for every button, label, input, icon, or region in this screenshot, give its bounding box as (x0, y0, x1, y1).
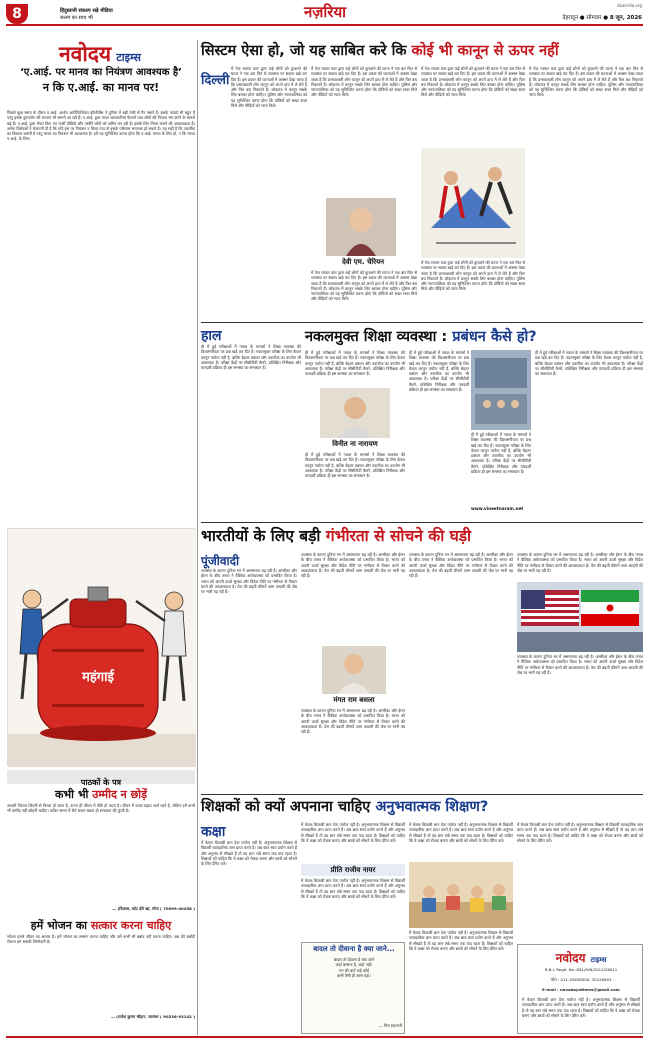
article4-col2: में केवल किताबी ज्ञान देना पर्याप्त नहीं है। अनुभवात्मक शिक्षण से विद्यार्थी व्यावहारिक ज्ञान प्राप्त करते हैं। जब छात्र स्वयं प्रयोग करते हैं और अनुभव से सीखते हैं तो वह ज्ञान लंबे समय तक याद रहता है। शिक्षकों को चाहिए कि वे कक्षा को रोचक बनाएं और छात्रों को सोचने के लिए प्रेरित करें। (301, 822, 407, 843)
letter1-sign: — (विकास, कोट ईसे खां, मोगा ( 70099-40458 ) (112, 906, 195, 911)
footer-rule (6, 1036, 643, 1038)
letter2-title (7, 918, 195, 933)
letters-title: पाठकों के पत्र (80, 778, 122, 787)
imprint-email[interactable]: E-mail : navodayatimes@gmail.com (542, 987, 620, 992)
article4-col1: में केवल किताबी ज्ञान देना पर्याप्त नहीं है। अनुभवात्मक शिक्षण से विद्यार्थी व्यावहारिक ज्ञान प्राप्त करते हैं। जब छात्र स्वयं प्रयोग करते हैं और अनुभव से सीखते हैं तो वह ज्ञान लंबे समय तक याद रहता है। शिक्षकों को चाहिए कि वे कक्षा को रोचक बनाएं और छात्रों को सोचने के लिए प्रेरित करें। (201, 840, 299, 867)
accident-illustration (421, 148, 525, 258)
article3-headline (201, 524, 643, 548)
dot-sep: ● (603, 15, 610, 21)
letters-section (7, 770, 195, 1032)
article4-photo (409, 862, 513, 928)
poem-box (301, 942, 405, 1034)
header-dateline (500, 13, 642, 21)
cartoon (7, 528, 195, 766)
article2-headline-a: नकलमुक्त शिक्षा व्यवस्था : (305, 329, 453, 345)
letter2-title-a: हमें भोजन का (30, 919, 91, 932)
editorial-headline (8, 66, 194, 108)
article2-col2b: ही में हुई परीक्षाओं में नकल के मामलों ने शिक्षा व्यवस्था की विश्वसनीयता पर प्रश्न खड़े कर दिए हैं। नकलमुक्त परीक्षा के लिए केवल कानून पर्याप्त नहीं है, बल्कि बेहतर प्रबंधन और तकनीक का उपयोग भी आवश्यक है। परीक्षा केंद्रों पर सीसीटीवी कैमरे, प्रशिक्षित निरीक्षक और पारदर्शी प्रक्रिया ही इस समस्या का समाधान हैं। (305, 452, 407, 479)
article4-headline-a: शिक्षकों को क्यों अपनाना चाहिए (201, 799, 376, 815)
section-title (290, 2, 360, 22)
editorial-headline-line1: ‘ए.आई. पर मानव का नियंत्रण आवश्यक है’ (20, 67, 182, 78)
motto-line-2: कलम का साथ भी (60, 15, 93, 21)
article2-rule (201, 522, 643, 523)
masthead-name: नवोदय (58, 41, 112, 66)
imprint-box (517, 944, 643, 1034)
header-rule (6, 24, 643, 26)
article3-col4b: व्यवस्था के कारण दुनिया भर में असमानता बढ़ रही है। अमरीका और ईरान के बीच तनाव ने वैश्विक अर्थव्यवस्था को प्रभावित किया है। भारत को अपनी ऊर्जा सुरक्षा और विदेश नीति पर गंभीरता से विचार करने की आवश्यकता है। तेल की बढ़ती कीमतें आम आदमी की जेब पर भारी पड़ रही हैं। (517, 654, 645, 675)
article3-dropcap: पूंजीवादी (201, 554, 240, 568)
article1-col3: में तेज रफ्तार कार द्वारा कई लोगों को कुचलने की घटना ने एक बार फिर से व्यवस्था पर सवाल खड़े कर दिए हैं। इस प्रकार की घटनाओं में अक्सर देखा जाता है कि प्रभावशाली लोग कानून को अपने हाथ में ले लेते हैं और फिर बच निकलते हैं। लोकतंत्र में कानून सबके लिए बराबर होना चाहिए। पुलिस और न्यायपालिका को यह सुनिश्चित करना होगा कि दोषियों को सख्त सजा मिले और पीड़ितों को न्याय मिले। (421, 66, 527, 98)
article3-col4: व्यवस्था के कारण दुनिया भर में असमानता बढ़ रही है। अमरीका और ईरान के बीच तनाव ने वैश्विक अर्थव्यवस्था को प्रभावित किया है। भारत को अपनी ऊर्जा सुरक्षा और विदेश नीति पर गंभीरता से विचार करने की आवश्यकता है। तेल की बढ़ती कीमतें आम आदमी की जेब पर भारी पड़ रही हैं। (517, 552, 645, 573)
article1-col3b: में तेज रफ्तार कार द्वारा कई लोगों को कुचलने की घटना ने एक बार फिर से व्यवस्था पर सवाल खड़े कर दिए हैं। इस प्रकार की घटनाओं में अक्सर देखा जाता है कि प्रभावशाली लोग कानून को अपने हाथ में ले लेते हैं और फिर बच निकलते हैं। लोकतंत्र में कानून सबके लिए बराबर होना चाहिए। पुलिस और न्यायपालिका को यह सुनिश्चित करना होगा कि दोषियों को सख्त सजा मिले और पीड़ितों को न्याय मिले। (421, 260, 527, 292)
article1-col1: में तेज रफ्तार कार द्वारा कई लोगों को कुचलने की घटना ने एक बार फिर से व्यवस्था पर सवाल खड़े कर दिए हैं। इस प्रकार की घटनाओं में अक्सर देखा जाता है कि प्रभावशाली लोग कानून को अपने हाथ में ले लेते हैं और फिर बच निकलते हैं। लोकतंत्र में कानून सबके लिए बराबर होना चाहिए। पुलिस और न्यायपालिका को यह सुनिश्चित करना होगा कि दोषियों को सख्त सजा मिले और पीड़ितों को न्याय मिले। (231, 66, 309, 109)
letter2-body: भोजन हमारे जीवन का आधार है। हमें भोजन का सम्मान करना चाहिए और उसे कभी भी बर्बाद नहीं करना चाहिए। अन्न की बर्बादी रोकना हम सबकी जिम्मेदारी है। (7, 934, 197, 945)
header-date: 8 जून, 2026 (609, 15, 642, 21)
article3-col2b: व्यवस्था के कारण दुनिया भर में असमानता बढ़ रही है। अमरीका और ईरान के बीच तनाव ने वैश्विक अर्थव्यवस्था को प्रभावित किया है। भारत को अपनी ऊर्जा सुरक्षा और विदेश नीति पर गंभीरता से विचार करने की आवश्यकता है। तेल की बढ़ती कीमतें आम आदमी की जेब पर भारी पड़ रही हैं। (301, 708, 407, 735)
article2-col3: ही में हुई परीक्षाओं में नकल के मामलों ने शिक्षा व्यवस्था की विश्वसनीयता पर प्रश्न खड़े कर दिए हैं। नकलमुक्त परीक्षा के लिए केवल कानून पर्याप्त नहीं है, बल्कि बेहतर प्रबंधन और तकनीक का उपयोग भी आवश्यक है। परीक्षा केंद्रों पर सीसीटीवी कैमरे, प्रशिक्षित निरीक्षक और पारदर्शी प्रक्रिया ही इस समस्या का समाधान हैं। (409, 350, 471, 393)
imprint-suffix: टाइम्स (590, 956, 607, 964)
letter2-sign: — (राजेश कुमार चौहान, जालंधर ( 90236-93142 ) (110, 1014, 195, 1019)
top-header (0, 0, 649, 38)
imprint-name: नवोदय (555, 951, 586, 965)
article1-headline-b: कोई भी कानून से ऊपर नहीं (411, 43, 559, 59)
article4-headline (201, 796, 643, 820)
author-portrait (320, 388, 390, 438)
exam-hall-photo (471, 350, 531, 430)
article1-headline-a: सिस्टम ऐसा हो, जो यह साबित करे कि (201, 43, 412, 59)
article4-col2b: में केवल किताबी ज्ञान देना पर्याप्त नहीं है। अनुभवात्मक शिक्षण से विद्यार्थी व्यावहारिक ज्ञान प्राप्त करते हैं। जब छात्र स्वयं प्रयोग करते हैं और अनुभव से सीखते हैं तो वह ज्ञान लंबे समय तक याद रहता है। शिक्षकों को चाहिए कि वे कक्षा को रोचक बनाएं और छात्रों को सोचने के लिए प्रेरित करें। (301, 878, 407, 899)
article2-col1: ही में हुई परीक्षाओं में नकल के मामलों ने शिक्षा व्यवस्था की विश्वसनीयता पर प्रश्न खड़े कर दिए हैं। नकलमुक्त परीक्षा के लिए केवल कानून पर्याप्त नहीं है, बल्कि बेहतर प्रबंधन और तकनीक का उपयोग भी आवश्यक है। परीक्षा केंद्रों पर सीसीटीवी कैमरे, प्रशिक्षित निरीक्षक और पारदर्शी प्रक्रिया ही इस समस्या का समाधान हैं। (201, 344, 303, 371)
letter2-title-b: सत्कार करना चाहिए (90, 919, 172, 932)
header-city: देहरादून (562, 15, 579, 21)
article4-col4: में केवल किताबी ज्ञान देना पर्याप्त नहीं है। अनुभवात्मक शिक्षण से विद्यार्थी व्यावहारिक ज्ञान प्राप्त करते हैं। जब छात्र स्वयं प्रयोग करते हैं और अनुभव से सीखते हैं तो वह ज्ञान लंबे समय तक याद रहता है। शिक्षकों को चाहिए कि वे कक्षा को रोचक बनाएं और छात्रों को सोचने के लिए प्रेरित करें। (517, 822, 645, 843)
letters-header (7, 770, 195, 787)
article3-rule (201, 794, 643, 795)
article1-author: देवी एम. चेरियन (341, 258, 385, 266)
article2-author-photo (320, 388, 390, 438)
article3-headline-a: भारतीयों के लिए बड़ी (201, 527, 326, 545)
article1-col2b: में तेज रफ्तार कार द्वारा कई लोगों को कुचलने की घटना ने एक बार फिर से व्यवस्था पर सवाल खड़े कर दिए हैं। इस प्रकार की घटनाओं में अक्सर देखा जाता है कि प्रभावशाली लोग कानून को अपने हाथ में ले लेते हैं और फिर बच निकलते हैं। लोकतंत्र में कानून सबके लिए बराबर होना चाहिए। पुलिस और न्यायपालिका को यह सुनिश्चित करना होगा कि दोषियों को सख्त सजा मिले और पीड़ितों को न्याय मिले। (311, 270, 419, 302)
letter1-title-a: कभी भी (54, 788, 93, 801)
article4-dropcap: कक्षा (201, 824, 226, 840)
header-site: nbaindia.org (616, 3, 642, 8)
imprint-reg: R.N.I. Regd. No.-DEL/HIN/2012/28011 (544, 967, 618, 972)
masthead-suffix: टाइम्स (116, 51, 141, 64)
us-iran-flags (517, 582, 643, 652)
article2-website[interactable]: www.vineetnarain.net (471, 506, 524, 511)
poem-title: बादल तो दीवाना है क्या जाने... (313, 945, 395, 953)
imprint-phone: फोन : 011-45658500, 30128903 (550, 977, 612, 982)
article3-col3: व्यवस्था के कारण दुनिया भर में असमानता बढ़ रही है। अमरीका और ईरान के बीच तनाव ने वैश्विक अर्थव्यवस्था को प्रभावित किया है। भारत को अपनी ऊर्जा सुरक्षा और विदेश नीति पर गंभीरता से विचार करने की आवश्यकता है। तेल की बढ़ती कीमतें आम आदमी की जेब पर भारी पड़ रही हैं। (409, 552, 515, 579)
article3-author: मंगत राम बसला (333, 696, 375, 704)
article3-col2: व्यवस्था के कारण दुनिया भर में असमानता बढ़ रही है। अमरीका और ईरान के बीच तनाव ने वैश्विक अर्थव्यवस्था को प्रभावित किया है। भारत को अपनी ऊर्जा सुरक्षा और विदेश नीति पर गंभीरता से विचार करने की आवश्यकता है। तेल की बढ़ती कीमतें आम आदमी की जेब पर भारी पड़ रही हैं। (301, 552, 407, 579)
letter1-title-b: उम्मीद न छोड़ें (92, 788, 148, 801)
imprint-masthead (518, 947, 644, 966)
article2-headline-b: प्रबंधन कैसे हो? (452, 329, 537, 345)
letter1-title (7, 787, 195, 802)
article2-author: विनीत ना नारायण (332, 440, 378, 448)
article1-rule (201, 322, 643, 323)
article1-headline (201, 40, 643, 62)
article3-flags-photo (517, 582, 643, 652)
article1-col2: में तेज रफ्तार कार द्वारा कई लोगों को कुचलने की घटना ने एक बार फिर से व्यवस्था पर सवाल खड़े कर दिए हैं। इस प्रकार की घटनाओं में अक्सर देखा जाता है कि प्रभावशाली लोग कानून को अपने हाथ में ले लेते हैं और फिर बच निकलते हैं। लोकतंत्र में कानून सबके लिए बराबर होना चाहिए। पुलिस और न्यायपालिका को यह सुनिश्चित करना होगा कि दोषियों को सख्त सजा मिले और पीड़ितों को न्याय मिले। (311, 66, 419, 98)
article1-author-photo (326, 198, 396, 256)
editorial-body: पिछले कुछ समय के दौरान ए.आई. अर्थात आर्टिफिशियल इंटैलीजैंस ने दुनिया में बड़ी तेजी से पैर पसारे हैं। इसके फायदे भी बहुत हैं परंतु इसके दुरुपयोग की घटनाएं भी सामने आ रही हैं। ए.आई. द्वारा गलत जानकारियां फैलाने तथा लोगों की निजता भंग करने के मामले बढ़े हैं। ए.आई. द्वारा तैयार किए गए फर्जी वीडियो और तस्वीरें लोगों को भ्रमित कर रही हैं। इसके लिए नियम बनाने की आवश्यकता है। अनेक विशेषज्ञों ने चेतावनी दी है कि यदि इस पर नियंत्रण न किया गया तो इसके परिणाम भयानक हो सकते हैं। यह सही है कि तकनीक का विकास जरूरी है परंतु मानव का नियंत्रण भी आवश्यक है। हमें यह सुनिश्चित करना होगा कि ए.आई. मानव के लिए हो, न कि मानव ए.आई. के लिए। (7, 110, 197, 142)
letter1-body: आदमी जितना जिंदगी से निराश हो जाता है, उतना ही जीवन में पीछे हो जाता है। जीवन में उतार-चढ़ाव आते रहते हैं, लेकिन हमें कभी भी उम्मीद नहीं छोड़नी चाहिए। कठिन समय में धैर्य बनाए रखना ही सफलता की कुंजी है। (7, 803, 197, 814)
article2-col5: ही में हुई परीक्षाओं में नकल के मामलों ने शिक्षा व्यवस्था की विश्वसनीयता पर प्रश्न खड़े कर दिए हैं। नकलमुक्त परीक्षा के लिए केवल कानून पर्याप्त नहीं है, बल्कि बेहतर प्रबंधन और तकनीक का उपयोग भी आवश्यक है। परीक्षा केंद्रों पर सीसीटीवी कैमरे, प्रशिक्षित निरीक्षक और पारदर्शी प्रक्रिया ही इस समस्या का समाधान हैं। (535, 350, 645, 377)
editorial-headline-line2: न कि ए.आई. का मानव पर! (42, 81, 160, 94)
masthead (6, 40, 194, 64)
poem-body: बादल तो दीवाना है क्या जाने कहां बरसना है, कहां नहीं। मन की बातें कहे कोई बरसे ऐसी ही आस यहां। (333, 957, 375, 978)
article2-col4: ही में हुई परीक्षाओं में नकल के मामलों ने शिक्षा व्यवस्था की विश्वसनीयता पर प्रश्न खड़े कर दिए हैं। नकलमुक्त परीक्षा के लिए केवल कानून पर्याप्त नहीं है, बल्कि बेहतर प्रबंधन और तकनीक का उपयोग भी आवश्यक है। परीक्षा केंद्रों पर सीसीटीवी कैमरे, प्रशिक्षित निरीक्षक और पारदर्शी प्रक्रिया ही इस समस्या का समाधान हैं। (471, 432, 533, 475)
article4-author: प्रीति राजीव नायर (301, 864, 405, 876)
classroom-photo (409, 862, 513, 928)
poem-sign: — गिरा सहगानी (378, 1023, 402, 1028)
article2-col2: ही में हुई परीक्षाओं में नकल के मामलों ने शिक्षा व्यवस्था की विश्वसनीयता पर प्रश्न खड़े कर दिए हैं। नकलमुक्त परीक्षा के लिए केवल कानून पर्याप्त नहीं है, बल्कि बेहतर प्रबंधन और तकनीक का उपयोग भी आवश्यक है। परीक्षा केंद्रों पर सीसीटीवी कैमरे, प्रशिक्षित निरीक्षक और पारदर्शी प्रक्रिया ही इस समस्या का समाधान हैं। (305, 350, 407, 377)
page-number-badge: 8 (6, 4, 28, 24)
header-day: सोमवार (586, 15, 602, 21)
section-title-text: नज़रिया (303, 3, 347, 21)
article2-dropcap: हाल (201, 328, 222, 344)
cartoon-illustration (8, 529, 196, 767)
author-portrait (322, 646, 386, 694)
article1-illustration (421, 148, 525, 258)
article4-col3: में केवल किताबी ज्ञान देना पर्याप्त नहीं है। अनुभवात्मक शिक्षण से विद्यार्थी व्यावहारिक ज्ञान प्राप्त करते हैं। जब छात्र स्वयं प्रयोग करते हैं और अनुभव से सीखते हैं तो वह ज्ञान लंबे समय तक याद रहता है। शिक्षकों को चाहिए कि वे कक्षा को रोचक बनाएं और छात्रों को सोचने के लिए प्रेरित करें। (409, 822, 515, 843)
cylinder-label: महंगाई (82, 670, 114, 685)
article3-headline-b: गंभीरता से सोचने की घड़ी (325, 527, 472, 545)
article3-col1: व्यवस्था के कारण दुनिया भर में असमानता बढ़ रही है। अमरीका और ईरान के बीच तनाव ने वैश्विक अर्थव्यवस्था को प्रभावित किया है। भारत को अपनी ऊर्जा सुरक्षा और विदेश नीति पर गंभीरता से विचार करने की आवश्यकता है। तेल की बढ़ती कीमतें आम आदमी की जेब पर भारी पड़ रही हैं। (201, 568, 299, 595)
article1-col4: में तेज रफ्तार कार द्वारा कई लोगों को कुचलने की घटना ने एक बार फिर से व्यवस्था पर सवाल खड़े कर दिए हैं। इस प्रकार की घटनाओं में अक्सर देखा जाता है कि प्रभावशाली लोग कानून को अपने हाथ में ले लेते हैं और फिर बच निकलते हैं। लोकतंत्र में कानून सबके लिए बराबर होना चाहिए। पुलिस और न्यायपालिका को यह सुनिश्चित करना होगा कि दोषियों को सख्त सजा मिले और पीड़ितों को न्याय मिले। (529, 66, 645, 98)
article3-author-photo (322, 646, 386, 694)
article2-headline (305, 326, 643, 348)
article1-dropcap: दिल्ली (201, 73, 230, 88)
column-divider (197, 40, 198, 1035)
motto-line-1: हिंदुस्तानी संकल्प रखे मीडिया (60, 8, 113, 14)
imprint-fineprint: में केवल किताबी ज्ञान देना पर्याप्त नहीं है। अनुभवात्मक शिक्षण से विद्यार्थी व्यावहारिक ज्ञान प्राप्त करते हैं। जब छात्र स्वयं प्रयोग करते हैं और अनुभव से सीखते हैं तो वह ज्ञान लंबे समय तक याद रहता है। शिक्षकों को चाहिए कि वे कक्षा को रोचक बनाएं और छात्रों को सोचने के लिए प्रेरित करें। (522, 997, 642, 1018)
author-portrait (326, 198, 396, 256)
article4-col3b: में केवल किताबी ज्ञान देना पर्याप्त नहीं है। अनुभवात्मक शिक्षण से विद्यार्थी व्यावहारिक ज्ञान प्राप्त करते हैं। जब छात्र स्वयं प्रयोग करते हैं और अनुभव से सीखते हैं तो वह ज्ञान लंबे समय तक याद रहता है। शिक्षकों को चाहिए कि वे कक्षा को रोचक बनाएं और छात्रों को सोचने के लिए प्रेरित करें। (409, 930, 515, 951)
article2-photo (471, 350, 531, 430)
dot-sep: ● (579, 15, 587, 21)
article4-headline-b: अनुभवात्मक शिक्षण? (375, 799, 489, 815)
